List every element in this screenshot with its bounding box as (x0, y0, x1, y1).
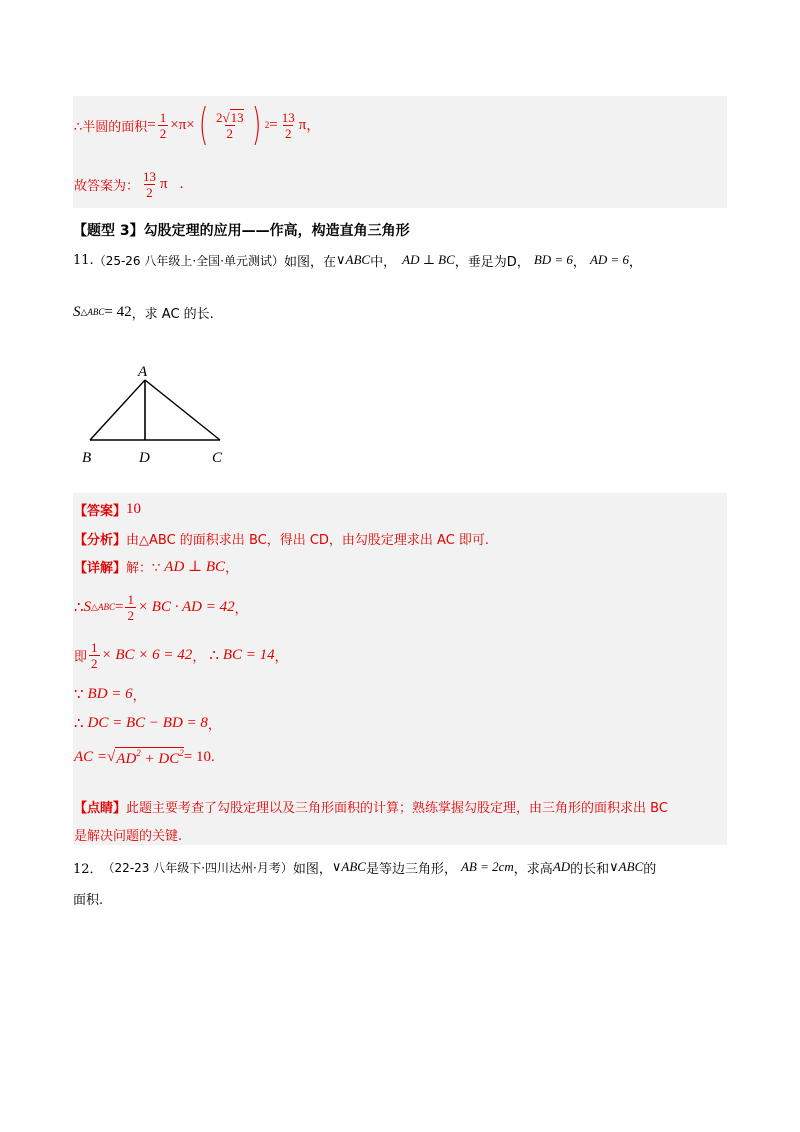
detail-step-bc: 即 $\frac{1}{2}$ × BC × 6 = 42 ， ∴ BC = 14 ， (74, 639, 288, 671)
triangle-figure (80, 360, 250, 470)
answer-line-top: 故答案为： $\frac{13}{2}$ π . (74, 168, 184, 200)
sqrt-expression: $AD^2 + DC^2$ (116, 747, 184, 767)
question-12-line1: 12． （22-23 八年级下·四川达州·月考） 如图， ∨ABC 是等边三角形， AB = 2cm ，求高 AD 的长和 ∨ABC 的 (73, 859, 657, 877)
question-11-line2: S △ABC = 42 ，求 AC 的长. (73, 303, 214, 322)
comment-line1: 【点睛】 此题主要考查了勾股定理以及三角形面积的计算；熟练掌握勾股定理，由三角形的面积求出 BC (74, 800, 668, 816)
label-b: B (82, 450, 92, 466)
semicircle-prefix: ∴半圆的面积 (74, 119, 148, 135)
answer-fraction: $\frac{13}{2}$ (143, 168, 157, 200)
answer-line: 【答案】 10 (74, 500, 142, 519)
fraction-half-area: $\frac{1}{2}$ (127, 591, 134, 623)
fraction-half: $\frac{1}{2}$ (159, 109, 167, 141)
label-a: A (138, 364, 148, 380)
question-12-line2: 面积. (73, 892, 104, 908)
detail-line: 【详解】 解：∵ AD ⊥ BC ， (74, 558, 239, 576)
detail-step-dc: ∴ DC = BC − BD = 8 ， (74, 714, 221, 733)
side-ab (90, 380, 145, 440)
question-11-line1: 11. （25-26 八年级上·全国·单元测试） 如图，在 ∨ABC 中， AD ⊥ BC ，垂足为D， BD = 6 ， AD = 6 ， (73, 252, 643, 270)
detail-step-ac: AC = √ $AD^2 + DC^2$ = 10 . (74, 747, 215, 767)
detail-step-bd: ∵ BD = 6 ， (74, 685, 146, 704)
fraction-radius: $\frac{2√13}{2}$ (215, 109, 244, 141)
comment-line2: 是解决问题的关键. (74, 828, 183, 844)
detail-step-area: ∴ S △ABC = $\frac{1}{2}$ × BC · AD = 42 ， (74, 591, 248, 623)
analysis-line: 【分析】 由△ABC 的面积求出 BC，得出 CD，由勾股定理求出 AC 即可. (74, 532, 490, 548)
fraction-half-bc: $\frac{1}{2}$ (91, 639, 98, 671)
semicircle-area-line: ∴半圆的面积 = $\frac{1}{2}$ × π × ( $\frac{2√13}{2}$ ) 2 = $\frac{13}{2}$ π ， (74, 99, 321, 150)
fraction-result: $\frac{13}{2}$ (281, 109, 295, 141)
label-d: D (139, 450, 150, 466)
side-ac (145, 380, 220, 440)
section-heading: 【题型 3】勾股定理的应用——作高，构造直角三角形 (73, 223, 410, 239)
label-c: C (212, 450, 223, 466)
